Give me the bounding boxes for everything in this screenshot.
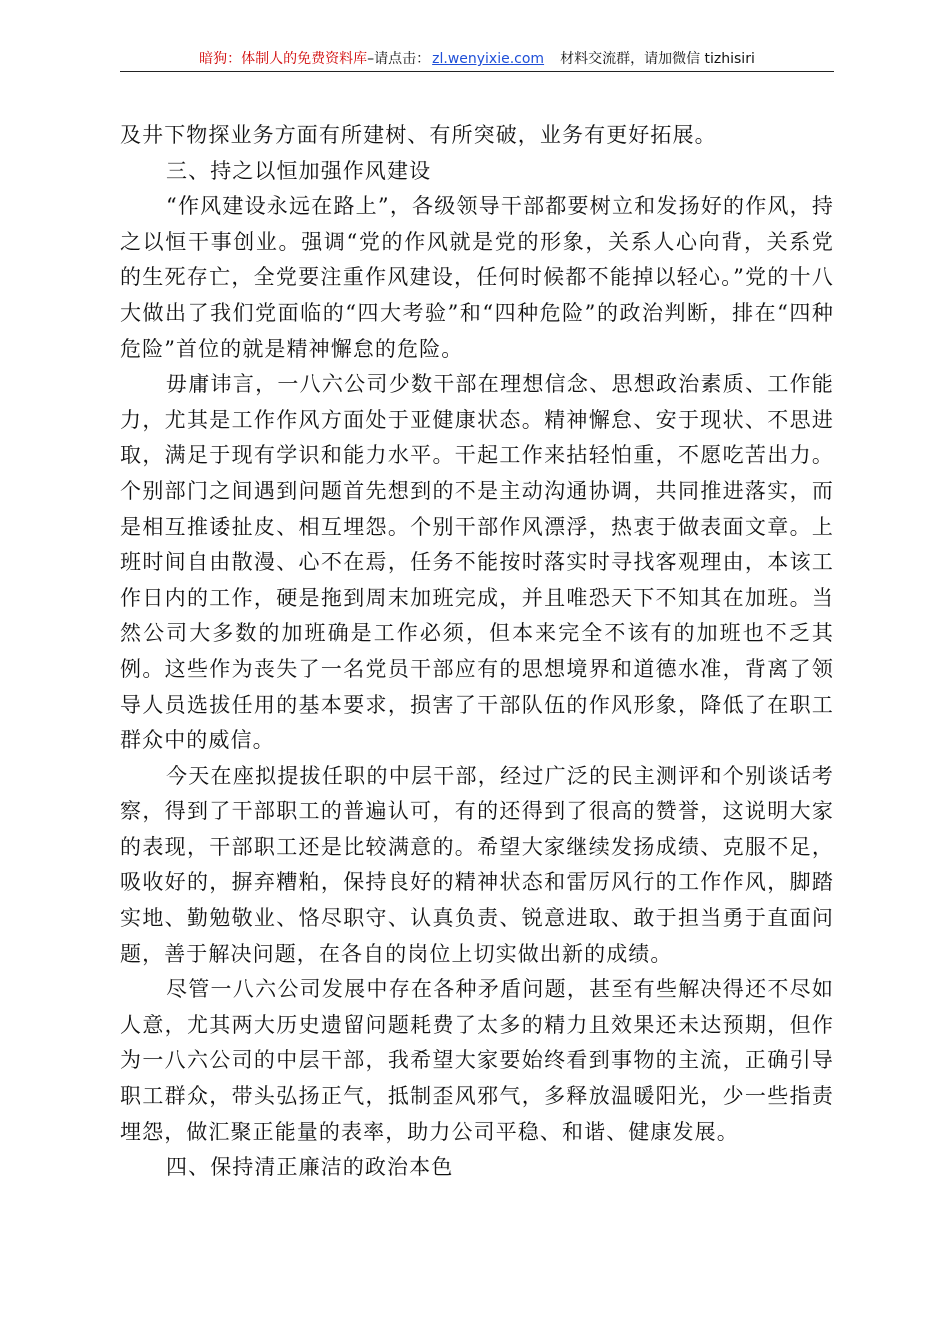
paragraph: 今天在座拟提拔任职的中层干部，经过广泛的民主测评和个别谈话考察，得到了干部职工的普遍认可，有的还得到了很高的赞誉，这说明大家的表现，干部职工还是比较满意的。希望大家继续发扬成绩、克服不足，吸收好的，摒弃糟粕，保持良好的精神状态和雷厉风行的工作作风，脚踏实地、勤勉敬业、恪尽职守、认真负责、锐意进取、敢于担当勇于直面问题，善于解决问题，在各自的岗位上切实做出新的成绩。 [120, 763, 834, 966]
header-group-text: 材料交流群，请加微信 tizhisiri [560, 51, 755, 67]
paragraph-continuation: 及井下物探业务方面有所建树、有所突破，业务有更好拓展。 [120, 123, 717, 147]
paragraph: “作风建设永远在路上”，各级领导干部都要树立和发扬好的作风，持之以恒干事创业。强调“党的作风就是党的形象，关系人心向背，关系党的生死存亡，全党要注重作风建设，任何时候都不能掉以轻心。”党的十八大做出了我们党面临的“四大考验”和“四种危险”的政治判断，排在“四种危险”首位的就是精神懈怠的危险。 [120, 194, 834, 361]
header-link[interactable]: zl.wenyixie.com [432, 51, 545, 67]
section-heading-3: 三、持之以恒加强作风建设 [166, 158, 432, 183]
header-brand: 暗狗：体制人的免费资料库 [199, 51, 368, 67]
header-click-prompt: –请点击： [367, 51, 431, 67]
paragraph: 尽管一八六公司发展中存在各种矛盾问题，甚至有些解决得还不尽如人意，尤其两大历史遗留问题耗费了太多的精力且效果还未达预期，但作为一八六公司的中层干部，我希望大家要始终看到事物的主流，正确引导职工群众，带头弘扬正气，抵制歪风邪气，多释放温暖阳光，少一些指责埋怨，做汇聚正能量的表率，助力公司平稳、和谐、健康发展。 [120, 977, 834, 1144]
document-body [120, 118, 834, 1186]
header-divider [120, 71, 834, 72]
paragraph: 毋庸讳言，一八六公司少数干部在理想信念、思想政治素质、工作能力，尤其是工作作风方面处于亚健康状态。精神懈怠、安于现状、不思进取，满足于现有学识和能力水平。干起工作来拈轻怕重，不愿吃苦出力。个别部门之间遇到问题首先想到的不是主动沟通协调，共同推进落实，而是相互推诿扯皮、相互埋怨。个别干部作风漂浮，热衷于做表面文章。上班时间自由散漫、心不在焉，任务不能按时落实时寻找客观理由，本该工作日内的工作，硬是拖到周末加班完成，并且唯恐天下不知其在加班。当然公司大多数的加班确是工作必须，但本来完全不该有的加班也不乏其例。这些作为丧失了一名党员干部应有的思想境界和道德水准，背离了领导人员选拔任用的基本要求，损害了干部队伍的作风形象，降低了在职工群众中的威信。 [120, 372, 834, 753]
page-header [120, 48, 834, 72]
section-heading-4: 四、保持清正廉洁的政治本色 [166, 1155, 454, 1180]
